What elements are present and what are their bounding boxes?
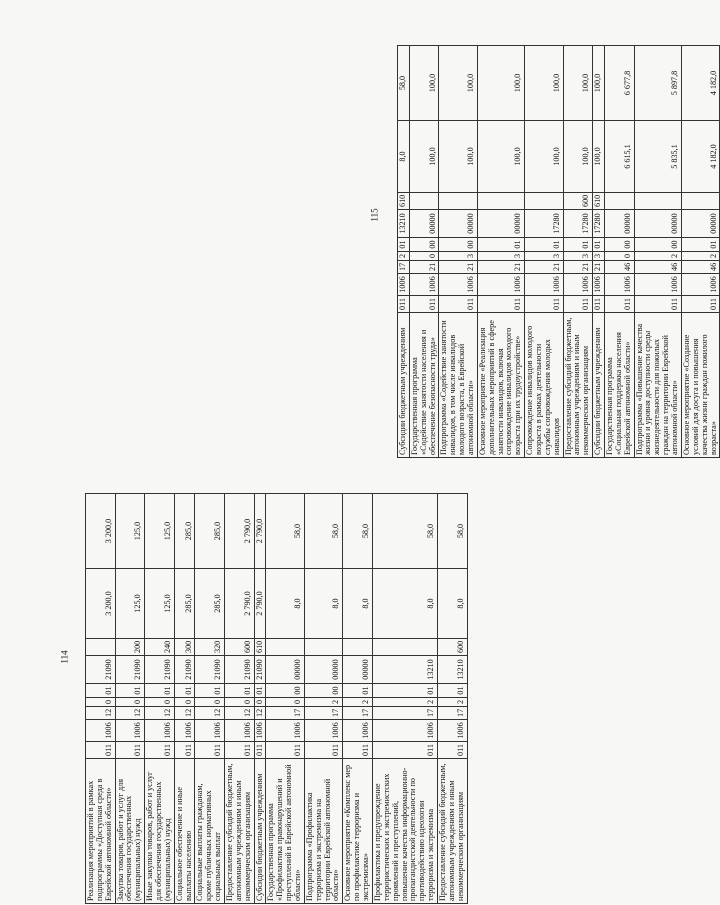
cell-subprogram: 0	[266, 698, 304, 707]
cell-amount-year1: 125,0	[115, 569, 145, 639]
table-row	[439, 46, 477, 458]
cell-main-event: 00	[634, 238, 681, 252]
cell-admin: 011	[634, 296, 681, 313]
cell-expense-type: 600	[437, 639, 467, 656]
cell-amount-year2: 2 790,0	[225, 494, 255, 569]
cell-main-event: 00	[439, 238, 477, 252]
cell-subprogram: 3	[439, 252, 477, 261]
cell-admin: 011	[477, 296, 524, 313]
cell-subprogram: 0	[225, 698, 255, 707]
cell-amount-year1: 100,0	[477, 121, 524, 193]
cell-amount-year2: 4 182,0	[681, 46, 719, 121]
cell-name: Предоставление субсидий бюджетным, автономным учреждениям и иным некоммерческим организациям	[225, 759, 255, 904]
cell-direction: 13210	[372, 656, 437, 684]
cell-expense-type: 610	[398, 193, 410, 210]
cell-section: 1006	[266, 720, 304, 742]
cell-name: Предоставление субсидий бюджетным, автономным учреждениям и иным некоммерческим организациям	[437, 759, 467, 904]
cell-admin: 011	[605, 296, 635, 313]
cell-section: 1006	[409, 274, 439, 296]
cell-amount-year1: 100,0	[409, 121, 439, 193]
cell-program: 46	[681, 261, 719, 274]
cell-expense-type	[477, 193, 524, 210]
cell-amount-year1: 8,0	[437, 569, 467, 639]
cell-program: 12	[115, 707, 145, 720]
cell-amount-year1: 8,0	[343, 569, 373, 639]
cell-subprogram: 0	[254, 698, 266, 707]
cell-direction: 00000	[409, 210, 439, 238]
cell-subprogram: 3	[477, 252, 524, 261]
cell-amount-year2: 58,0	[343, 494, 373, 569]
cell-section: 1006	[398, 274, 410, 296]
cell-name: Подпрограмма «Профилактика терроризма и экстремизма на территории Еврейской автономной области»	[304, 759, 342, 904]
cell-expense-type: 600	[563, 193, 593, 210]
cell-program: 17	[304, 707, 342, 720]
table-row	[225, 494, 255, 904]
cell-amount-year2: 125,0	[145, 494, 175, 569]
cell-amount-year2: 100,0	[439, 46, 477, 121]
cell-admin: 011	[254, 742, 266, 759]
cell-direction: 00000	[439, 210, 477, 238]
cell-subprogram: 2	[437, 698, 467, 707]
cell-amount-year1: 285,0	[195, 569, 225, 639]
cell-direction: 17280	[593, 210, 605, 238]
table-row	[343, 494, 373, 904]
cell-expense-type	[343, 639, 373, 656]
cell-main-event: 01	[115, 684, 145, 698]
cell-amount-year1: 100,0	[563, 121, 593, 193]
table-row	[634, 46, 681, 458]
cell-expense-type	[86, 639, 116, 656]
cell-expense-type	[372, 639, 437, 656]
cell-section: 1006	[593, 274, 605, 296]
cell-program: 21	[563, 261, 593, 274]
cell-name: Социальное обеспечение и иные выплаты населению	[174, 759, 195, 904]
cell-amount-year2: 2 790,0	[254, 494, 266, 569]
table-row	[409, 46, 439, 458]
cell-expense-type: 200	[115, 639, 145, 656]
cell-name: Основное мероприятие «Реализация дополнительных мероприятий в сфере занятости инвалидов, включая сопровождение инвалидов молодого возраста при их трудоустройстве»	[477, 313, 524, 458]
table-row	[145, 494, 175, 904]
left-page-table-body	[86, 494, 468, 904]
cell-subprogram: 3	[525, 252, 563, 261]
cell-program: 21	[593, 261, 605, 274]
cell-program: 12	[225, 707, 255, 720]
cell-section: 1006	[254, 720, 266, 742]
cell-direction: 21090	[254, 656, 266, 684]
cell-subprogram: 3	[593, 252, 605, 261]
cell-admin: 011	[174, 742, 195, 759]
cell-name: Основное мероприятие «Комплекс мер по профилактике терроризма и экстремизма»	[343, 759, 373, 904]
cell-amount-year1: 100,0	[525, 121, 563, 193]
cell-name: Субсидии бюджетным учреждениям	[398, 313, 410, 458]
cell-direction: 21090	[174, 656, 195, 684]
cell-name: Основное мероприятие «Создание условий для досуга и повышения качества жизни граждан пожилого возраста»	[681, 313, 719, 458]
cell-admin: 011	[225, 742, 255, 759]
cell-program: 21	[477, 261, 524, 274]
cell-name: Иные закупки товаров, работ и услуг для обеспечения государственных (муниципальных) нужд	[145, 759, 175, 904]
cell-admin: 011	[343, 742, 373, 759]
cell-main-event: 01	[437, 684, 467, 698]
cell-name: Субсидии бюджетным учреждениям	[254, 759, 266, 904]
cell-admin: 011	[593, 296, 605, 313]
cell-amount-year1: 2 790,0	[254, 569, 266, 639]
cell-section: 1006	[634, 274, 681, 296]
cell-amount-year1: 5 835,1	[634, 121, 681, 193]
cell-direction: 00000	[343, 656, 373, 684]
cell-direction: 00000	[681, 210, 719, 238]
cell-section: 1006	[605, 274, 635, 296]
cell-section: 1006	[115, 720, 145, 742]
cell-expense-type	[266, 639, 304, 656]
cell-amount-year1: 125,0	[145, 569, 175, 639]
cell-subprogram: 0	[86, 698, 116, 707]
cell-amount-year1: 2 790,0	[225, 569, 255, 639]
cell-admin: 011	[86, 742, 116, 759]
cell-expense-type: 600	[225, 639, 255, 656]
cell-amount-year1: 4 182,0	[681, 121, 719, 193]
table-row	[372, 494, 437, 904]
cell-direction: 21090	[86, 656, 116, 684]
table-row	[266, 494, 304, 904]
right-page-table-body	[398, 46, 720, 458]
cell-amount-year1: 8,0	[266, 569, 304, 639]
cell-name: Предоставление субсидий бюджетным, автономным учреждениям и иным некоммерческим организациям	[563, 313, 593, 458]
table-row	[477, 46, 524, 458]
cell-expense-type	[304, 639, 342, 656]
cell-program: 17	[398, 261, 410, 274]
cell-amount-year1: 8,0	[372, 569, 437, 639]
table-row	[86, 494, 116, 904]
cell-section: 1006	[477, 274, 524, 296]
table-row	[681, 46, 719, 458]
cell-main-event: 01	[343, 684, 373, 698]
cell-program: 17	[372, 707, 437, 720]
cell-subprogram: 0	[115, 698, 145, 707]
page-number-left: 114	[59, 650, 70, 664]
table-row	[304, 494, 342, 904]
cell-amount-year2: 100,0	[593, 46, 605, 121]
cell-amount-year2: 5 897,8	[634, 46, 681, 121]
cell-expense-type	[681, 193, 719, 210]
cell-main-event: 01	[593, 238, 605, 252]
cell-amount-year2: 3 200,0	[86, 494, 116, 569]
cell-amount-year2: 6 677,8	[605, 46, 635, 121]
cell-amount-year2: 58,0	[304, 494, 342, 569]
cell-direction: 00000	[266, 656, 304, 684]
cell-main-event: 01	[398, 238, 410, 252]
cell-admin: 011	[409, 296, 439, 313]
cell-amount-year2: 100,0	[563, 46, 593, 121]
cell-amount-year2: 125,0	[115, 494, 145, 569]
cell-direction: 21090	[195, 656, 225, 684]
cell-admin: 011	[437, 742, 467, 759]
cell-subprogram: 0	[605, 252, 635, 261]
cell-subprogram: 0	[174, 698, 195, 707]
cell-direction: 00000	[634, 210, 681, 238]
cell-admin: 011	[115, 742, 145, 759]
cell-main-event: 01	[225, 684, 255, 698]
table-row	[195, 494, 225, 904]
cell-main-event: 01	[174, 684, 195, 698]
right-page-table	[397, 45, 720, 458]
left-page-table-wrapper	[85, 493, 468, 904]
cell-program: 12	[86, 707, 116, 720]
cell-program: 21	[525, 261, 563, 274]
cell-amount-year1: 3 200,0	[86, 569, 116, 639]
cell-program: 46	[605, 261, 635, 274]
cell-admin: 011	[372, 742, 437, 759]
cell-name: Государственная программа «Социальная поддержка населения Еврейской автономной области»	[605, 313, 635, 458]
cell-direction: 17280	[525, 210, 563, 238]
cell-main-event: 00	[304, 684, 342, 698]
cell-subprogram: 2	[304, 698, 342, 707]
cell-name: Государственная программа «Профилактика правонарушений и преступлений в Еврейской автономной области»	[266, 759, 304, 904]
cell-program: 12	[145, 707, 175, 720]
cell-name: Реализация мероприятий в рамках подпрограммы «Доступная среда в Еврейской автономной области»	[86, 759, 116, 904]
cell-admin: 011	[195, 742, 225, 759]
cell-section: 1006	[343, 720, 373, 742]
cell-subprogram: 2	[681, 252, 719, 261]
cell-amount-year2: 100,0	[477, 46, 524, 121]
cell-section: 1006	[195, 720, 225, 742]
cell-amount-year2: 285,0	[195, 494, 225, 569]
cell-main-event: 00	[266, 684, 304, 698]
cell-admin: 011	[304, 742, 342, 759]
cell-expense-type	[439, 193, 477, 210]
cell-main-event: 00	[605, 238, 635, 252]
cell-subprogram: 2	[343, 698, 373, 707]
cell-section: 1006	[225, 720, 255, 742]
table-row	[254, 494, 266, 904]
cell-direction: 21090	[225, 656, 255, 684]
table-row	[593, 46, 605, 458]
cell-direction: 13210	[437, 656, 467, 684]
cell-amount-year2: 100,0	[409, 46, 439, 121]
cell-amount-year2: 58,0	[398, 46, 410, 121]
cell-direction: 13210	[398, 210, 410, 238]
cell-admin: 011	[563, 296, 593, 313]
cell-section: 1006	[145, 720, 175, 742]
cell-program: 12	[254, 707, 266, 720]
cell-section: 1006	[372, 720, 437, 742]
cell-direction: 00000	[304, 656, 342, 684]
cell-program: 17	[343, 707, 373, 720]
cell-expense-type: 610	[593, 193, 605, 210]
cell-name: Закупка товаров, работ и услуг для обеспечения государственных (муниципальных) нужд	[115, 759, 145, 904]
cell-direction: 21090	[145, 656, 175, 684]
table-row	[437, 494, 467, 904]
cell-subprogram: 2	[372, 698, 437, 707]
cell-amount-year2: 58,0	[437, 494, 467, 569]
cell-amount-year2: 58,0	[266, 494, 304, 569]
right-page-table-wrapper	[397, 45, 720, 458]
cell-amount-year1: 285,0	[174, 569, 195, 639]
cell-amount-year1: 8,0	[398, 121, 410, 193]
cell-direction: 17280	[563, 210, 593, 238]
cell-program: 21	[409, 261, 439, 274]
cell-program: 12	[195, 707, 225, 720]
table-row	[115, 494, 145, 904]
cell-expense-type: 320	[195, 639, 225, 656]
cell-main-event: 01	[372, 684, 437, 698]
cell-expense-type: 240	[145, 639, 175, 656]
cell-section: 1006	[681, 274, 719, 296]
cell-expense-type	[605, 193, 635, 210]
cell-main-event: 01	[145, 684, 175, 698]
cell-direction: 00000	[477, 210, 524, 238]
cell-name: Государственная программа «Содействие занятости населения и обеспечение безопасности труда»	[409, 313, 439, 458]
cell-direction: 21090	[115, 656, 145, 684]
cell-admin: 011	[439, 296, 477, 313]
cell-subprogram: 0	[195, 698, 225, 707]
cell-subprogram: 2	[398, 252, 410, 261]
cell-program: 17	[437, 707, 467, 720]
cell-expense-type: 610	[254, 639, 266, 656]
cell-section: 1006	[437, 720, 467, 742]
cell-amount-year1: 100,0	[439, 121, 477, 193]
cell-admin: 011	[266, 742, 304, 759]
cell-main-event: 01	[525, 238, 563, 252]
cell-subprogram: 2	[634, 252, 681, 261]
cell-section: 1006	[86, 720, 116, 742]
cell-main-event: 01	[86, 684, 116, 698]
cell-admin: 011	[145, 742, 175, 759]
cell-name: Сопровождение инвалидов молодого возраста в рамках деятельности службы сопровождения молодых инвалидов	[525, 313, 563, 458]
cell-name: Субсидии бюджетным учреждениям	[593, 313, 605, 458]
cell-name: Социальные выплаты гражданам, кроме публичных нормативных социальных выплат	[195, 759, 225, 904]
cell-subprogram: 3	[563, 252, 593, 261]
left-page-table	[85, 493, 468, 904]
cell-admin: 011	[681, 296, 719, 313]
cell-amount-year1: 100,0	[593, 121, 605, 193]
cell-program: 21	[439, 261, 477, 274]
table-row	[563, 46, 593, 458]
table-row	[605, 46, 635, 458]
cell-main-event: 01	[563, 238, 593, 252]
cell-main-event: 00	[409, 238, 439, 252]
cell-program: 46	[634, 261, 681, 274]
cell-amount-year2: 285,0	[174, 494, 195, 569]
cell-admin: 011	[525, 296, 563, 313]
cell-direction: 00000	[605, 210, 635, 238]
cell-section: 1006	[174, 720, 195, 742]
cell-main-event: 01	[681, 238, 719, 252]
cell-amount-year1: 8,0	[304, 569, 342, 639]
cell-name: Подпрограмма «Содействие занятости инвалидов, в том числе инвалидов молодого возраста, в Еврейской автономной области»	[439, 313, 477, 458]
table-row	[174, 494, 195, 904]
cell-name: Подпрограмма «Повышение качества жизни и уровня доступности среды жизнедеятельности для пожилых граждан на территории Еврейской автономной области»	[634, 313, 681, 458]
cell-section: 1006	[439, 274, 477, 296]
cell-expense-type	[409, 193, 439, 210]
cell-section: 1006	[304, 720, 342, 742]
cell-admin: 011	[398, 296, 410, 313]
cell-main-event: 01	[477, 238, 524, 252]
page-number-right: 115	[369, 208, 380, 222]
cell-main-event: 01	[195, 684, 225, 698]
cell-subprogram: 0	[145, 698, 175, 707]
table-row	[398, 46, 410, 458]
cell-program: 17	[266, 707, 304, 720]
cell-subprogram: 0	[409, 252, 439, 261]
cell-section: 1006	[525, 274, 563, 296]
cell-program: 12	[174, 707, 195, 720]
cell-main-event: 01	[254, 684, 266, 698]
cell-amount-year2: 100,0	[525, 46, 563, 121]
cell-name: Профилактика и предупреждение террористических и экстремистских проявлений и преступлений, повышение качества информационно-пропагандистской деятельности по противодействию идеологии терроризма и экстремизма	[372, 759, 437, 904]
cell-expense-type	[634, 193, 681, 210]
cell-expense-type	[525, 193, 563, 210]
cell-expense-type: 300	[174, 639, 195, 656]
cell-section: 1006	[563, 274, 593, 296]
cell-amount-year2: 58,0	[372, 494, 437, 569]
table-row	[525, 46, 563, 458]
cell-amount-year1: 6 615,1	[605, 121, 635, 193]
